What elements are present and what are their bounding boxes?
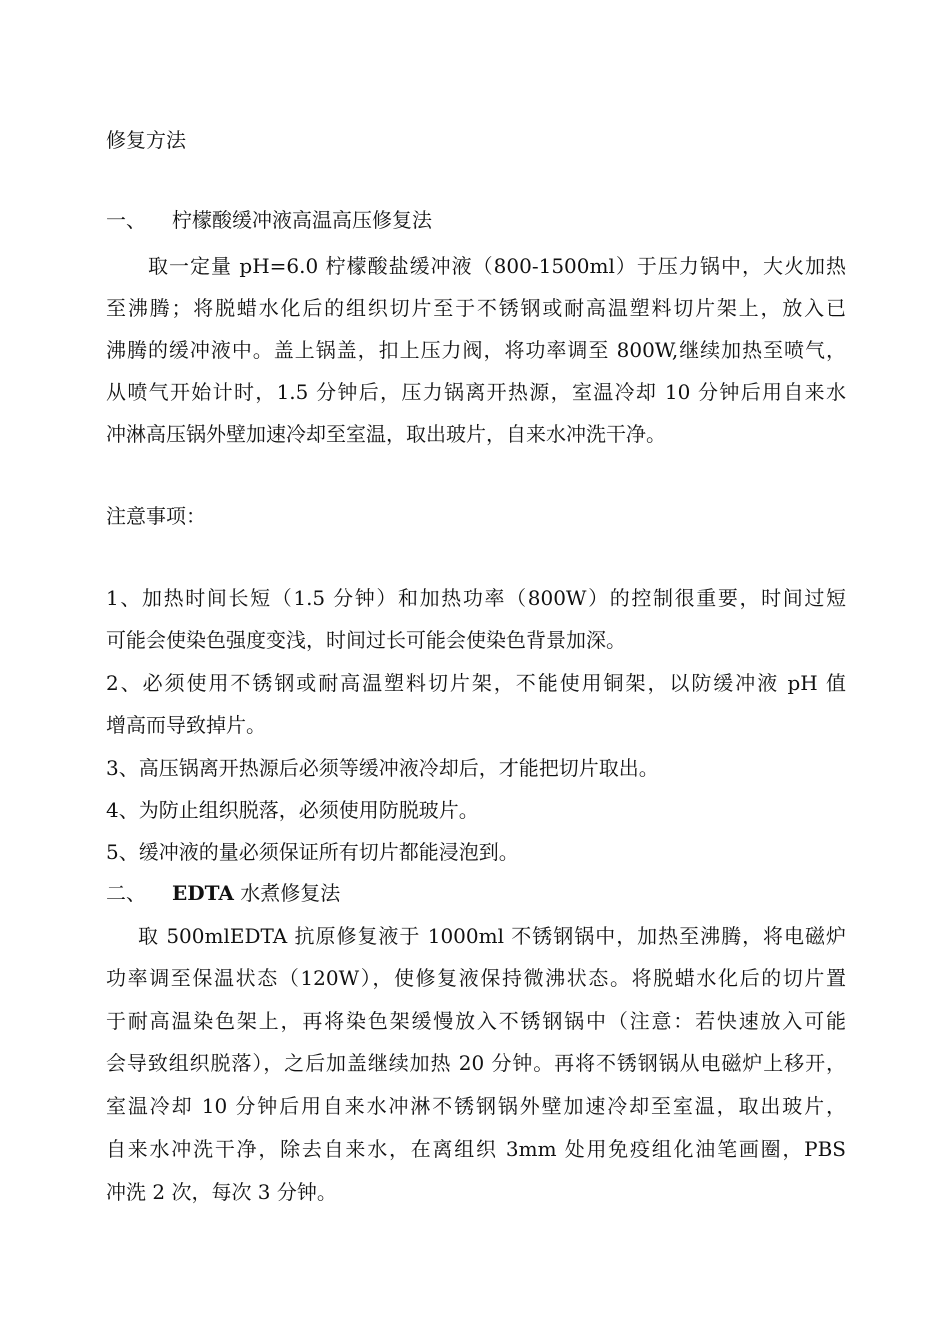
note-line: 3、高压锅离开热源后必须等缓冲液冷却后，才能把切片取出。	[106, 756, 659, 780]
section-2-line: 于耐高温染色架上，再将染色架缓慢放入不锈钢锅中（注意：若快速放入可能	[106, 1009, 846, 1033]
section-2-heading	[106, 881, 340, 905]
note-line: 增高而导致掉片。	[106, 713, 266, 737]
note-line: 4、为防止组织脱落，必须使用防脱玻片。	[106, 798, 479, 822]
section-2-line: 室温冷却 10 分钟后用自来水冲淋不锈钢锅外壁加速冷却至室温，取出玻片，	[106, 1094, 846, 1118]
section-1-title: 柠檬酸缓冲液高温高压修复法	[172, 208, 432, 232]
section-1-line: 从喷气开始计时，1.5 分钟后，压力锅离开热源，室温冷却 10 分钟后用自来水	[106, 380, 846, 404]
section-1-heading	[106, 208, 432, 232]
section-1-line: 取一定量 pH=6.0 柠檬酸盐缓冲液（800-1500ml）于压力锅中，大火加热	[148, 254, 846, 278]
section-2-number: 二、	[106, 881, 146, 905]
note-line: 5、缓冲液的量必须保证所有切片都能浸泡到。	[106, 840, 519, 864]
section-1-number: 一、	[106, 208, 146, 232]
note-line: 可能会使染色强度变浅，时间过长可能会使染色背景加深。	[106, 628, 626, 652]
document-title: 修复方法	[106, 128, 186, 152]
section-2-line: 功率调至保温状态（120W），使修复液保持微沸状态。将脱蜡水化后的切片置	[106, 966, 846, 990]
section-1-line: 冲淋高压锅外壁加速冷却至室温，取出玻片，自来水冲洗干净。	[106, 422, 666, 446]
notes-title: 注意事项：	[106, 504, 206, 528]
section-2-line: 会导致组织脱落），之后加盖继续加热 20 分钟。再将不锈钢锅从电磁炉上移开，	[106, 1051, 846, 1075]
section-2-line: 取 500mlEDTA 抗原修复液于 1000ml 不锈钢锅中，加热至沸腾，将电磁炉	[138, 924, 846, 948]
section-2-title-rest: 水煮修复法	[233, 881, 341, 905]
section-2-line: 自来水冲洗干净，除去自来水，在离组织 3mm 处用免疫组化油笔画圈，PBS	[106, 1137, 846, 1161]
note-line: 2、必须使用不锈钢或耐高温塑料切片架，不能使用铜架，以防缓冲液 pH 值	[106, 671, 846, 695]
section-2-title-bold: EDTA	[172, 881, 234, 905]
section-1-line: 至沸腾；将脱蜡水化后的组织切片至于不锈钢或耐高温塑料切片架上，放入已	[106, 296, 846, 320]
section-1-line: 沸腾的缓冲液中。盖上锅盖，扣上压力阀，将功率调至 800W,继续加热至喷气，	[106, 338, 846, 362]
section-2-line: 冲洗 2 次，每次 3 分钟。	[106, 1180, 337, 1204]
note-line: 1、加热时间长短（1.5 分钟）和加热功率（800W）的控制很重要，时间过短	[106, 586, 846, 610]
